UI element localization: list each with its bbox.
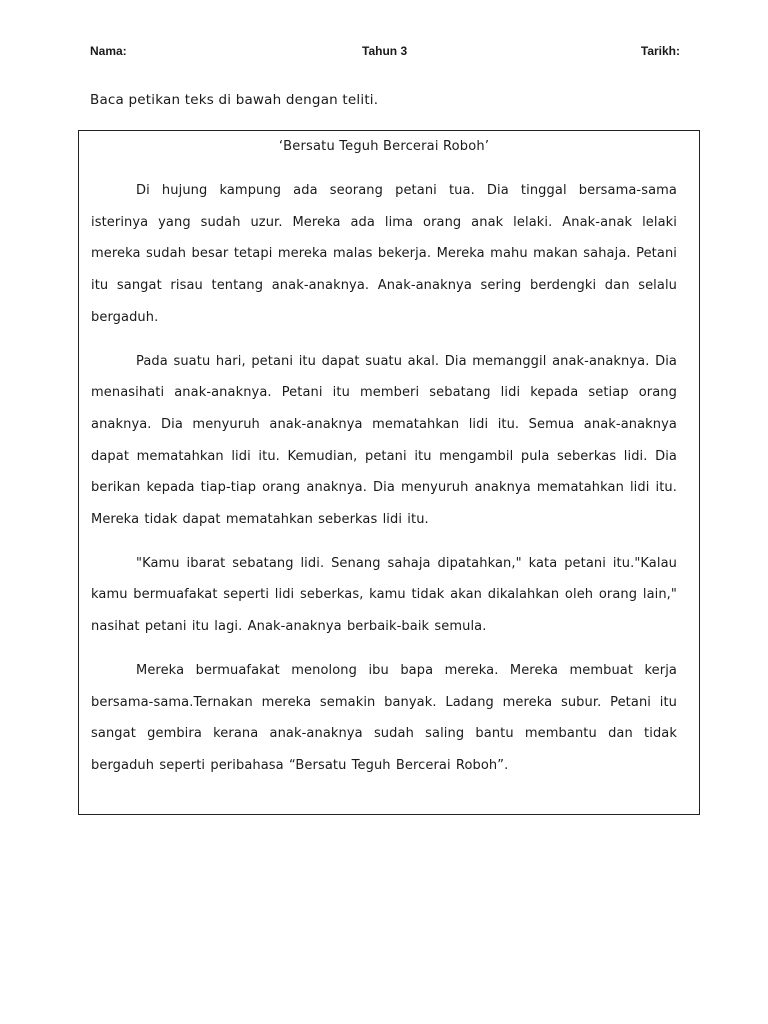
passage-paragraph-3: "Kamu ibarat sebatang lidi. Senang sahaja dipatahkan," kata petani itu."Kalau kamu bermuafakat seperti lidi seberkas, kamu tidak akan dikalahkan oleh orang lain," nasihat petani itu lagi. Anak-anaknya berbaik-baik semula.	[91, 555, 677, 635]
passage-paragraph-4: Mereka bermuafakat menolong ibu bapa mereka. Mereka membuat kerja bersama-sama.Ternakan mereka semakin banyak. Ladang mereka subur. Petani itu sangat gembira kerana anak-anaknya sudah saling bantu membantu dan tidak bergaduh seperti peribahasa “Bersatu Teguh Bercerai Roboh”.	[91, 662, 677, 773]
passage-title: ‘Bersatu Teguh Bercerai Roboh’	[278, 139, 490, 154]
instruction-text: Baca petikan teks di bawah dengan teliti.	[90, 92, 379, 108]
year-label: Tahun 3	[362, 44, 408, 58]
passage-paragraph-1: Di hujung kampung ada seorang petani tua. Dia tinggal bersama-sama isterinya yang sudah uzur. Mereka ada lima orang anak lelaki. Anak-anak lelaki mereka sudah besar tetapi mereka malas bekerja. Mereka mahu makan sahaja. Petani itu sangat risau tentang anak-anaknya. Anak-anaknya sering berdengki dan selalu bergaduh.	[91, 183, 677, 325]
passage-box	[78, 130, 700, 815]
passage-paragraph-2: Pada suatu hari, petani itu dapat suatu akal. Dia memanggil anak-anaknya. Dia menasihati anak-anaknya. Petani itu memberi sebatang lidi kepada setiap orang anaknya. Dia menyuruh anak-anaknya mematahkan lidi itu. Semua anak-anaknya dapat mematahkan lidi itu. Kemudian, petani itu mengambil pula seberkas lidi. Dia berikan kepada tiap-tiap orang anaknya. Dia menyuruh anaknya mematahkan lidi itu. Mereka tidak dapat mematahkan seberkas lidi itu.	[91, 353, 677, 528]
worksheet-header	[90, 44, 680, 64]
date-label: Tarikh:	[640, 44, 680, 58]
name-label: Nama:	[90, 44, 127, 58]
